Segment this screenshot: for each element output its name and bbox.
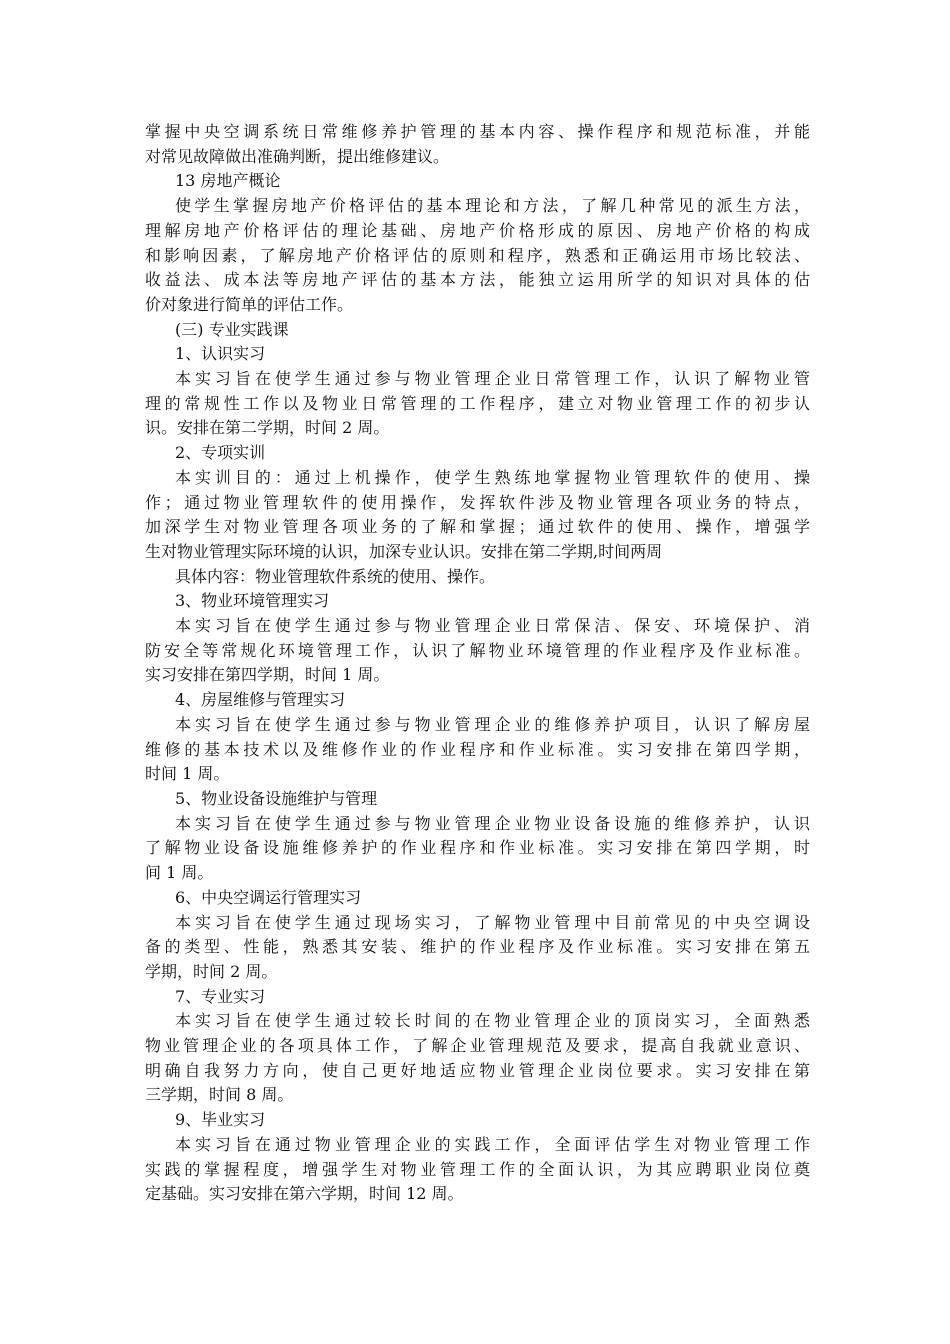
- text-line: 和影响因素，了解房地产价格评估的原则和程序，熟悉和正确运用市场比较法、: [145, 245, 810, 265]
- text-line: 间 1 周。: [145, 863, 214, 883]
- text-line: 明确自我努力方向，使自己更好地适应物业管理企业岗位要求。实习安排在第: [145, 1060, 810, 1080]
- paragraph-special-training: [145, 466, 810, 565]
- text-line: (三) 专业实践课: [175, 319, 289, 339]
- text-line: 本实习旨在使学生通过参与物业管理企业日常保洁、保安、环境保护、消: [175, 616, 810, 636]
- text-line: 具体内容：物业管理软件系统的使用、操作。: [175, 566, 496, 586]
- text-line: 使学生掌握房地产价格评估的基本理论和方法，了解几种常见的派生方法，: [175, 196, 810, 216]
- text-line: 5、物业设备设施维护与管理: [175, 788, 378, 808]
- text-line: 定基础。实习安排在第六学期，时间 12 周。: [145, 1184, 464, 1204]
- text-line: 生对物业管理实际环境的认识，加深专业认识。安排在第二学期,时间两周: [145, 541, 663, 561]
- text-line: 本实习旨在使学生通过参与物业管理企业物业设备设施的维修养护，认识: [175, 813, 810, 833]
- section-heading-practice: [145, 318, 810, 343]
- text-line: 识。安排在第二学期，时间 2 周。: [145, 418, 390, 438]
- document-page: [145, 120, 810, 1207]
- text-line: 7、专业实习: [175, 986, 266, 1006]
- paragraph-graduation-internship: [145, 1133, 810, 1207]
- heading-house-repair-internship: [145, 688, 810, 713]
- text-line: 备的类型、性能，熟悉其安装、维护的作业程序及作业标准。实习安排在第五: [145, 937, 810, 957]
- text-line: 本实习旨在使学生通过较长时间的在物业管理企业的顶岗实习，全面熟悉: [175, 1011, 810, 1031]
- heading-equipment-internship: [145, 787, 810, 812]
- paragraph-cognition-internship: [145, 367, 810, 441]
- text-line: 对常见故障做出准确判断，提出维修建议。: [145, 146, 450, 166]
- text-line: 价对象进行简单的评估工作。: [145, 294, 354, 314]
- text-line: 掌握中央空调系统日常维修养护管理的基本内容、操作程序和规范标准，并能: [145, 122, 810, 141]
- text-line: 理的常规性工作以及物业日常管理的工作程序，建立对物业管理工作的初步认: [145, 393, 810, 413]
- text-line: 13 房地产概论: [175, 171, 281, 191]
- text-line: 维修的基本技术以及维修作业的作业程序和作业标准。实习安排在第四学期，: [145, 739, 810, 759]
- text-line: 理解房地产价格评估的理论基础、房地产价格形成的原因、房地产价格的构成: [145, 220, 810, 240]
- text-line: 三学期，时间 8 周。: [145, 1085, 294, 1105]
- text-line: 9、毕业实习: [175, 1110, 266, 1130]
- text-line: 物业管理企业的各项具体工作，了解企业管理规范及要求，提高自我就业意识、: [145, 1036, 810, 1056]
- text-line: 2、专项实训: [175, 443, 266, 463]
- text-line: 本实习旨在使学生通过现场实习，了解物业管理中目前常见的中央空调设: [175, 912, 810, 932]
- heading-special-training: [145, 441, 810, 466]
- text-line: 收益法、成本法等房地产评估的基本方法，能独立运用所学的知识对具体的估: [145, 270, 810, 290]
- text-line: 3、物业环境管理实习: [175, 591, 330, 611]
- text-line: 6、中央空调运行管理实习: [175, 887, 362, 907]
- paragraph-special-training-content: [145, 565, 810, 590]
- paragraph-professional-internship: [145, 1009, 810, 1108]
- text-line: 1、认识实习: [175, 344, 266, 364]
- text-line: 本实习旨在通过物业管理企业的实践工作，全面评估学生对物业管理工作: [175, 1134, 810, 1154]
- text-line: 加深学生对物业管理各项业务的了解和掌握；通过软件的使用、操作，增强学: [145, 517, 810, 537]
- paragraph-environment-internship: [145, 614, 810, 688]
- text-line: 了解物业设备设施维修养护的作业程序和作业标准。实习安排在第四学期，时: [145, 838, 810, 858]
- heading-real-estate-intro: [145, 169, 810, 194]
- text-line: 作；通过物业管理软件的使用操作，发挥软件涉及物业管理各项业务的特点，: [145, 492, 810, 512]
- heading-hvac-internship: [145, 886, 810, 911]
- paragraph-real-estate-intro: [145, 194, 810, 318]
- text-line: 时间 1 周。: [145, 764, 230, 784]
- text-line: 防安全等常规化环境管理工作，认识了解物业环境管理的作业程序及作业标准。: [145, 640, 810, 660]
- text-line: 本实习旨在使学生通过参与物业管理企业的维修养护项目，认识了解房屋: [175, 714, 810, 734]
- text-line: 学期，时间 2 周。: [145, 961, 278, 981]
- heading-cognition-internship: [145, 342, 810, 367]
- text-line: 实习安排在第四学期，时间 1 周。: [145, 665, 390, 685]
- text-line: 本实训目的：通过上机操作，使学生熟练地掌握物业管理软件的使用、操: [175, 467, 810, 487]
- paragraph-equipment-internship: [145, 812, 810, 886]
- heading-professional-internship: [145, 985, 810, 1010]
- paragraph-hvac-internship: [145, 911, 810, 985]
- text-line: 本实习旨在使学生通过参与物业管理企业日常管理工作，认识了解物业管: [175, 369, 810, 389]
- heading-graduation-internship: [145, 1108, 810, 1133]
- paragraph-house-repair-internship: [145, 713, 810, 787]
- heading-environment-internship: [145, 589, 810, 614]
- paragraph-hvac-content: [145, 120, 810, 169]
- text-line: 4、房屋维修与管理实习: [175, 690, 346, 710]
- text-line: 实践的掌握程度，增强学生对物业管理工作的全面认识，为其应聘职业岗位奠: [145, 1159, 810, 1179]
